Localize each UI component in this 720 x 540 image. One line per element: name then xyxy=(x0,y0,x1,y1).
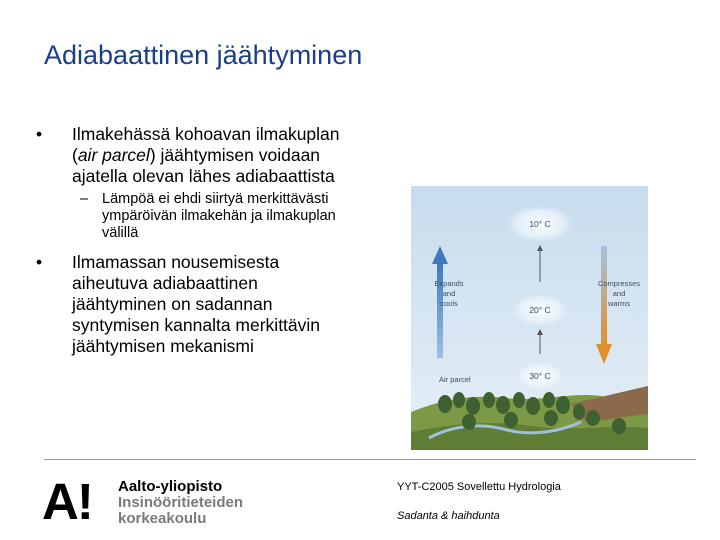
logo-line-school: Insinööritieteiden xyxy=(118,494,244,511)
cooling-label-line3: cools xyxy=(440,299,458,308)
bullet-list xyxy=(36,124,356,357)
bullet-text: Ilmamassan nousemisesta aiheutuva adiabaattinen jäähtyminen on sadannan syntymisen kannalta merkittävin jäähtymisen mekanismi xyxy=(72,252,321,356)
footer-course: YYT-C2005 Sovellettu Hydrologia xyxy=(397,481,561,493)
cooling-label-line1: Expands xyxy=(434,279,464,288)
aalto-logo xyxy=(42,473,262,530)
temp-label-middle: 20° C xyxy=(529,305,551,315)
logo-text xyxy=(118,479,243,527)
cooling-label-line2: and xyxy=(442,289,456,298)
footer-topic: Sadanta & haihdunta xyxy=(397,510,500,522)
bullet-marker: • xyxy=(36,124,43,144)
logo-mark: A! xyxy=(42,473,92,530)
air-parcel-label: Air parcel xyxy=(439,375,471,384)
temp-label-bottom: 30° C xyxy=(529,371,551,381)
logo-line-university: Aalto-yliopisto xyxy=(118,478,223,495)
sub-bullet-text: Lämpöä ei ehdi siirtyä merkittävästi ympäröivän ilmakehän ja ilmakuplan välillä xyxy=(102,191,336,241)
slide-title: Adiabaattinen jäähtyminen xyxy=(44,40,363,70)
sub-bullet-item xyxy=(36,191,356,242)
cooling-arrow-shaft xyxy=(437,262,443,358)
temp-label-top: 10° C xyxy=(529,219,551,229)
bullet-text xyxy=(72,124,340,186)
warming-label-line1: Compresses xyxy=(597,279,641,288)
bullet-item xyxy=(36,124,356,187)
bullet-text-part: Ilmakehässä kohoavan ilmakuplan ( xyxy=(72,124,340,165)
bullet-marker: • xyxy=(36,252,43,272)
sub-bullet-marker: – xyxy=(80,191,89,207)
footer-divider xyxy=(44,459,696,460)
warming-arrow-shaft xyxy=(601,246,607,346)
warming-label-line2: and xyxy=(612,289,626,298)
bullet-item xyxy=(36,252,356,357)
warming-label-line3: warms xyxy=(607,299,631,308)
bullet-text-italic: air parcel xyxy=(77,145,150,165)
adiabatic-figure xyxy=(411,186,648,450)
adiabatic-diagram xyxy=(411,186,648,450)
logo-line-school-2: korkeakoulu xyxy=(118,510,207,527)
bullet-text-part: ) jäähtymisen voidaan ajatella olevan lähes adiabaattista xyxy=(72,145,335,186)
